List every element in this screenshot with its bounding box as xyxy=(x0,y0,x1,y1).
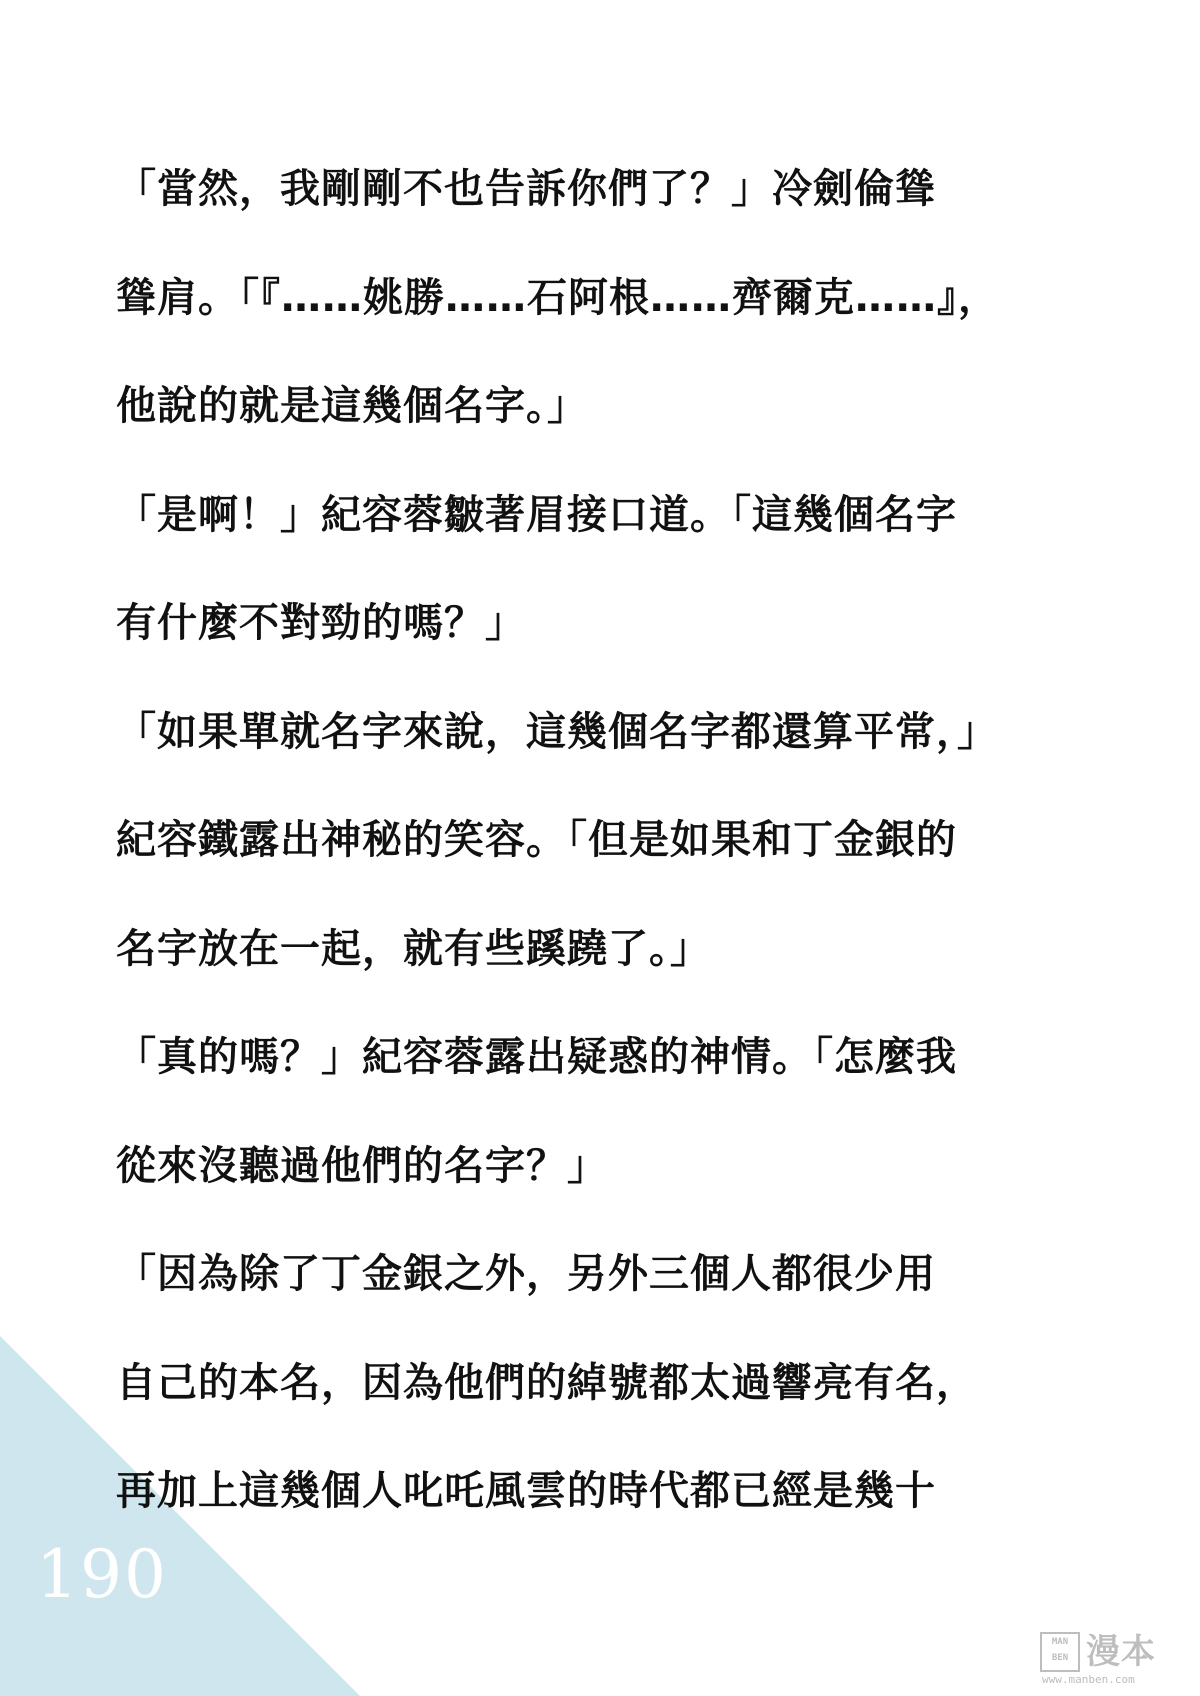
text-line: 紀容鐵露出神秘的笑容。「但是如果和丁金銀的 xyxy=(116,817,957,863)
text-line: 聳肩。「『……姚勝……石阿根……齊爾克……』， xyxy=(116,274,999,321)
text-line: 「如果單就名字來說，這幾個名字都還算平常，」 xyxy=(116,708,998,755)
text-line: 「因為除了丁金銀之外，另外三個人都很少用 xyxy=(116,1251,936,1297)
text-line: 名字放在一起，就有些蹊蹺了。」 xyxy=(116,925,711,972)
text-line: 再加上這幾個人叱吒風雲的時代都已經是幾十 xyxy=(116,1468,936,1514)
text-line: 「當然，我剛剛不也告訴你們了？」冷劍倫聳 xyxy=(116,166,936,212)
body-text xyxy=(116,164,1116,1575)
watermark-brand: 漫本 xyxy=(1086,1632,1156,1672)
manben-watermark xyxy=(1040,1630,1190,1688)
text-line: 自己的本名，因為他們的綽號都太過響亮有名， xyxy=(116,1359,977,1406)
manben-logo-icon: MAN BEN xyxy=(1040,1632,1080,1672)
text-line: 從來沒聽過他們的名字？」 xyxy=(116,1142,608,1189)
text-line: 「是啊！」紀容蓉皺著眉接口道。「這幾個名字 xyxy=(116,491,957,538)
page-number: 190 xyxy=(36,1536,168,1613)
text-line: 「真的嗎？」紀容蓉露出疑惑的神情。「怎麼我 xyxy=(116,1034,957,1080)
text-line: 有什麼不對勁的嗎？」 xyxy=(116,600,526,646)
text-line: 他說的就是這幾個名字。」 xyxy=(116,383,588,429)
watermark-url: www.manben.com xyxy=(1042,1673,1135,1686)
